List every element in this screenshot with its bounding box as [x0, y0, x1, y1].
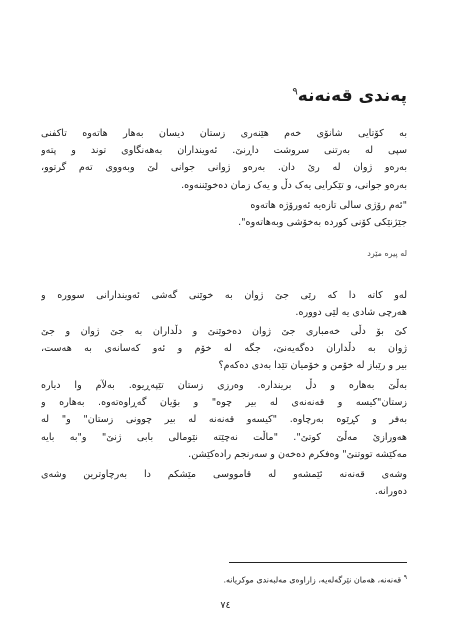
footnote-text: قەنەنە، هەمان نێرگەلەیە، زاراوەی مەلبەندی موکریانە. — [223, 575, 402, 585]
paragraph-2 — [41, 287, 407, 321]
footnote — [41, 572, 407, 587]
poem-line: "ئەم رۆژی سالی تازەیە ئەورۆژە هاتەوە — [250, 200, 407, 211]
paragraph-line: هەرچی شادی یە لێی دوورە. — [295, 307, 407, 319]
paragraph-line: زستان"کیسە و قەنەنەی لە بیر چوە" و بۆیان گەڕاوەتەوە. بەهارە و — [41, 397, 407, 409]
paragraph-line: بیر و رێباز لە خۆمن و خۆمیان تێدا بەدی دەکەم؟ — [218, 360, 407, 372]
paragraph-line: بەرەو جوانی، و تێکرایی یەک دڵ و یەک زمان دەخوێننەوە. — [181, 179, 407, 191]
poem-quote — [41, 197, 407, 231]
paragraph-5 — [41, 466, 407, 500]
paragraph-line: دەورانە. — [374, 486, 407, 498]
title-footnote-marker: ٩ — [292, 86, 298, 98]
paragraph-line: بەفر و کڕێوە بەرچاوە. "کیسەو قەنەنە لە بیر چوونی زستان" و" لە — [41, 414, 407, 426]
chapter-title — [292, 86, 407, 106]
paragraph-line: کێ بۆ دڵی خەمباری جێ ژوان دەخوێنێ و دڵداران بە جێ ژوان و جێ — [41, 326, 407, 337]
paragraph-line: مەکێشە تووتنێ" وەفکرم دەخەن و سەرنجم رادەکێشن. — [188, 448, 407, 460]
chapter-title-text: پەندی قەنەنە — [297, 86, 407, 106]
poem-line: جێژنێکی کۆنی کوردە بەخۆشی وبەهاتەوە". — [238, 217, 407, 229]
paragraph-1 — [41, 125, 407, 194]
paragraph-4 — [41, 377, 407, 463]
paragraph-line: ژوان بە دڵداران دەگەیەنێ، جگە لە خۆم و ئەو کەسانەی بە هەست، — [41, 343, 407, 355]
paragraph-line: هەورازێ مەڵێ کوتێ". "ماڵت نەچێتە نێومالی بابی ژنێ" و"بە بایە — [41, 431, 407, 443]
paragraph-line: لەو کاتە دا کە رێی جێ ژوان بە خوێنی گەشی ئەویندارانی سوورە و — [41, 290, 407, 301]
paragraph-line: سپی لە بەرتنی سروشت داڕنێ. ئەوینداران بەهەنگاوی توند و پتەو — [41, 145, 407, 157]
footnote-marker: ٩ — [403, 574, 407, 581]
paragraph-line: وشەی قەنەنە ئێمشەو لە قامووسی مێشکم دا بەرچاوترین وشەی — [41, 469, 407, 480]
paragraph-3 — [41, 323, 407, 375]
footnote-divider — [229, 562, 407, 563]
paragraph-line: بەڵێ بەهارە و دڵ بریندارە. وەرزی زستان تێپەڕیوە. بەلآم وا دیارە — [41, 380, 407, 391]
paragraph-line: بەرەو ژوان لە رێ دان. بەرەو ژوانی جوانی لێ وبەووی تەم گرتوو، — [41, 162, 407, 174]
page-number: ٧٤ — [220, 600, 231, 611]
poem-attribution: لە پیرە مێرد — [367, 249, 407, 258]
paragraph-line: بە کۆتایی شانۆی خەم هێنەری زستان دیسان بەهار هاتەوە تاکفنی — [41, 128, 407, 139]
